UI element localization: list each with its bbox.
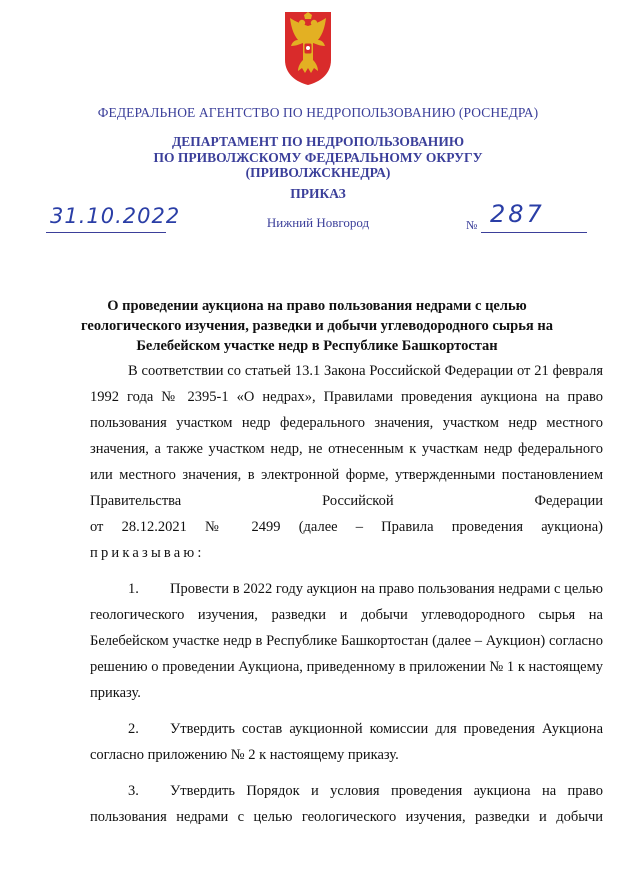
item-number: 1. [128, 581, 139, 597]
order-item [90, 576, 603, 706]
number-underline [481, 232, 587, 233]
number-label: № [466, 218, 478, 232]
agency-name: ФЕДЕРАЛЬНОЕ АГЕНТСТВО ПО НЕДРОПОЛЬЗОВАНИЮ (РОСНЕДРА) [97, 105, 539, 120]
department-line: ДЕПАРТАМЕНТ ПО НЕДРОПОЛЬЗОВАНИЮ [171, 134, 465, 149]
russian-coat-of-arms-icon [282, 10, 334, 86]
department-line: (ПРИВОЛЖСКНЕДРА) [245, 165, 391, 180]
document-type: ПРИКАЗ [290, 186, 346, 201]
department-name [0, 134, 636, 181]
date-underline [46, 232, 166, 233]
document-city: Нижний Новгород [266, 215, 370, 230]
order-subject [70, 296, 564, 356]
order-word: приказываю: [90, 545, 205, 561]
order-item [90, 716, 603, 768]
item-text: Провести в 2022 году аукцион на право пользования недрами с целью геологического изучения, разведки и добычи углеводородного сырья на Белебейском участке недр в Республике Башкортостан (далее – Аукцион) согласно решению о проведении Аукциона, приведенному в приложении № 1 к настоящему приказу. [90, 581, 603, 701]
item-number: 3. [128, 783, 139, 799]
department-line: ПО ПРИВОЛЖСКОМУ ФЕДЕРАЛЬНОМУ ОКРУГУ [153, 149, 483, 165]
order-body [90, 358, 603, 830]
subject-line: Белебейском участке недр в Республике Башкортостан [136, 338, 498, 354]
preamble-continuation: от 28.12.2021 № 2499 (далее – Правила проведения аукциона) [90, 519, 603, 535]
item-number: 2. [128, 721, 139, 737]
preamble: В соответствии со статьей 13.1 Закона Российской Федерации от 21 февраля 1992 года № 2395-1 «О недрах», Правилами проведения аукциона на право пользования участком недр федерального значения, участком недр местного значения, а также участком недр, не отнесенным к участкам недр федерального или местного значения, в электронной форме, утвержденными постановлением Правительства Российской Федерации [90, 363, 603, 509]
document-number: 287 [490, 200, 545, 228]
subject-line: О проведении аукциона на право пользования недрами с целью [107, 298, 527, 314]
item-text: Утвердить состав аукционной комиссии для проведения Аукциона согласно приложению № 2 к настоящему приказу. [90, 721, 603, 763]
document-date: 31.10.2022 [50, 204, 181, 228]
subject-line: геологического изучения, разведки и добычи углеводородного сырья на [81, 318, 553, 334]
item-text: Утвердить Порядок и условия проведения аукциона на право пользования недрами с целью геологического изучения, разведки и добычи [90, 783, 603, 825]
order-item [90, 778, 603, 830]
